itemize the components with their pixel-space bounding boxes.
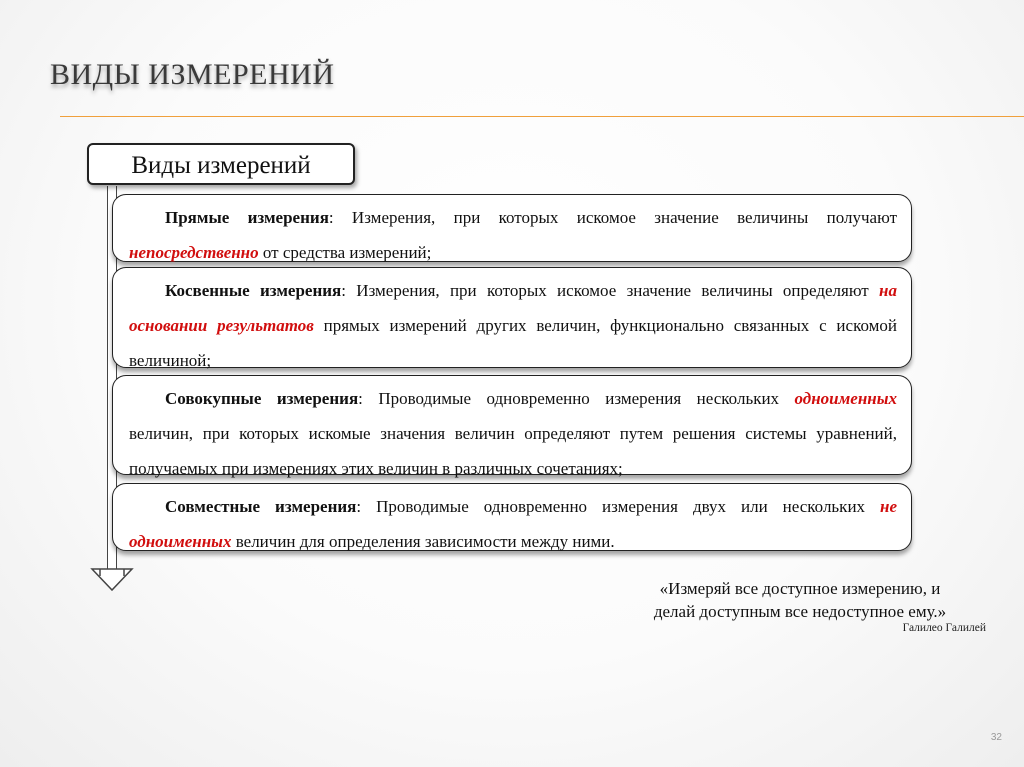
title-divider: [60, 116, 1024, 117]
item-text: от средства измерений;: [258, 243, 432, 262]
item-term: Совокупные измерения: [165, 389, 359, 408]
quote-author: Галилео Галилей: [902, 622, 986, 634]
item-emphasis: одноименных: [794, 389, 897, 408]
item-joint-measurements: [112, 483, 912, 551]
item-term: Косвенные измерения: [165, 281, 342, 300]
item-text: прямых измерений других величин, функционально связанных с искомой величиной;: [129, 316, 897, 370]
heading-text: Виды измерений: [131, 152, 311, 179]
item-emphasis: не одноименных: [129, 497, 898, 551]
flow-arrow-down-icon: [90, 568, 134, 592]
item-text: : Проводимые одновременно измерения нескольких: [358, 389, 795, 408]
quote-line: делай доступным все недоступное ему.»: [653, 602, 947, 621]
item-aggregate-measurements: [112, 375, 912, 478]
item-text: : Измерения, при которых искомое значение величины определяют: [341, 281, 880, 300]
item-text: : Измерения, при которых искомое значение величины получают: [328, 208, 897, 227]
page-number: 32: [990, 732, 1002, 743]
quote: [620, 577, 980, 623]
item-text: величин для определения зависимости между ними.: [231, 532, 615, 551]
quote-line: «Измеряй все доступное измерению, и: [659, 579, 941, 598]
item-text: величин, при которых искомые значения величин определяют путем решения системы уравнений, получаемых при измерениях этих величин в различных сочетаниях;: [129, 424, 897, 478]
item-text: : Проводимые одновременно измерения двух или нескольких: [356, 497, 881, 516]
item-emphasis: непосредственно: [129, 243, 259, 262]
item-direct-measurements: [112, 194, 912, 262]
heading-box: [87, 143, 355, 185]
item-indirect-measurements: [112, 267, 912, 368]
item-term: Совместные измерения: [165, 497, 357, 516]
item-emphasis: на основании результатов: [129, 281, 897, 335]
item-term: Прямые измерения: [165, 208, 329, 227]
slide-title: ВИДЫ ИЗМЕРЕНИЙ: [50, 58, 335, 91]
